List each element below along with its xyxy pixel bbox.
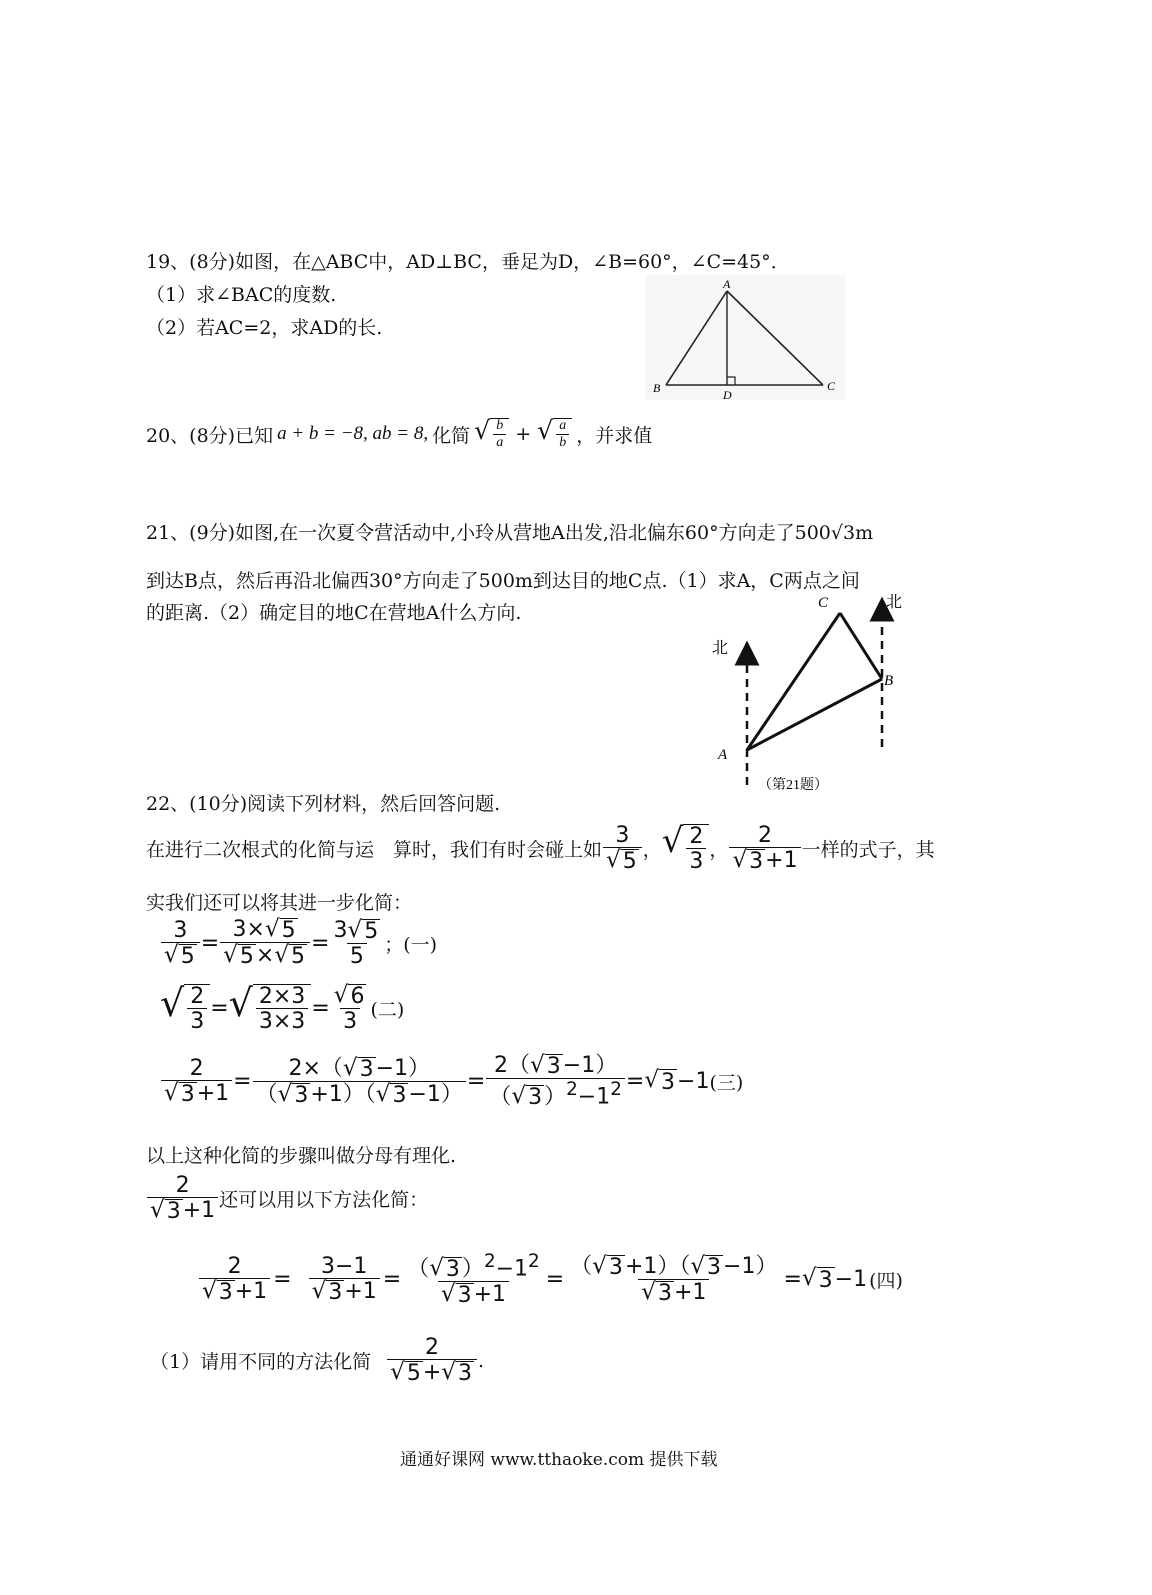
q20-mid: 化简 (432, 424, 471, 447)
q21-caption: （第21题） (758, 778, 828, 793)
q21-label-a: A (718, 747, 728, 763)
q19-label-b: B (653, 381, 661, 395)
q22-part1-line: （1）请用不同的方法化简 2 √ 5 + √ 3 . (150, 1335, 485, 1387)
step-three: 2 √ 3 +1 = 2×（ √ 3 −1） （ √ 3 +1）（ √ 3 −1） = 2（ √ 3 −1） （ √ 3 ）$^2-1^2$ = √ 3 −1 (三) (160, 1054, 743, 1109)
q20-expression: √ $\frac{b}{a}$ + √ $\frac{a}{b}$ (474, 418, 572, 450)
q19-label-c: C (827, 379, 836, 393)
q19-label-d: D (723, 388, 732, 400)
step-two-tag: (二) (370, 999, 405, 1022)
q21-line2: 到达B点，然后再沿北偏西30°方向走了500m到达目的地C点.（1）求A，C两点之间 (146, 570, 860, 592)
q19-part2: （2）若AC=2，求AD的长. (146, 317, 383, 339)
q19-label-a: A (723, 277, 731, 291)
q19-stem: 19、(8分)如图，在△ABC中，AD⊥BC，垂足为D，∠B=60°，∠C=45°． (146, 251, 790, 273)
example-fraction-3: 2 √ 3 +1 (729, 824, 800, 873)
step-two: √ $\frac{2}{3}$ = √ $\frac{2\times 3}{3\times 3}$ = √ 6 3 (二) (160, 981, 405, 1035)
q22-intro-a: 在进行二次根式的化简与运 算时，我们有时会碰上如 (146, 839, 603, 862)
q20-condition: a + b = −8, ab = 8, (277, 423, 429, 445)
page-footer: 通通好课网 www.tthaoke.com 提供下载 (400, 1450, 718, 1470)
q22-intro-c: 实我们还可以将其进一步化简： (146, 892, 413, 914)
step-one-tag: ；(一) (384, 933, 438, 956)
q22-intro-line: 在进行二次根式的化简与运 算时，我们有时会碰上如 3 √ 5 ， √ $\frac{2}{3}$ ， 2 √ 3 +1 一样的式子，其 (146, 821, 935, 875)
q20-prefix: 20、(8分)已知 (146, 424, 274, 447)
q21-line3: 的距离.（2）确定目的地C在营地A什么方向. (146, 602, 522, 624)
q21-north-right: 北 (886, 594, 903, 611)
q19-part1: （1）求∠BAC的度数. (146, 284, 337, 306)
q21-north-left: 北 (712, 640, 729, 657)
example-root-fraction: √ $\frac{2}{3}$ (662, 824, 710, 873)
example-fraction-1: 3 √ 5 (603, 824, 642, 873)
q21-direction-figure (700, 585, 920, 795)
q21-label-c: C (818, 595, 829, 611)
q20-suffix: ，并求值 (576, 424, 653, 447)
q22-part1-text: （1）请用不同的方法化简 (150, 1351, 372, 1374)
step-one: 3 √ 5 = 3× √ 5 √ 5 × √ 5 = 3 √ 5 5 ；(一) (160, 918, 437, 968)
q19-triangle-figure (645, 275, 845, 400)
q22-part1-fraction: 2 √ 5 + √ 3 (387, 1336, 477, 1385)
step-four: 2 √ 3 +1 = 3−1 √ 3 +1 = （ √ 3 ）$^2-1^2$ √ 3 +1 = （ √ 3 +1）（ √ 3 −1） √ 3 +1 = √ 3 −1 (四) (198, 1252, 903, 1307)
q22-stem: 22、(10分)阅读下列材料，然后回答问题. (146, 793, 501, 815)
step-three-tag: (三) (709, 1072, 744, 1095)
q22-intro-b: 一样的式子，其 (801, 839, 935, 862)
q22-alt-intro-line: 2 √ 3 +1 还可以用以下方法化简： (146, 1174, 428, 1223)
q21-label-b: B (884, 673, 894, 689)
q21-line1: 21、(9分)如图,在一次夏令营活动中,小玲从营地A出发,沿北偏东60°方向走了500√3m (146, 522, 874, 544)
step-four-tag: (四) (869, 1270, 903, 1293)
q20-line (146, 418, 652, 450)
q22-alt-intro: 还可以用以下方法化简： (219, 1189, 429, 1212)
q22-summary: 以上这种化简的步骤叫做分母有理化. (146, 1145, 457, 1167)
